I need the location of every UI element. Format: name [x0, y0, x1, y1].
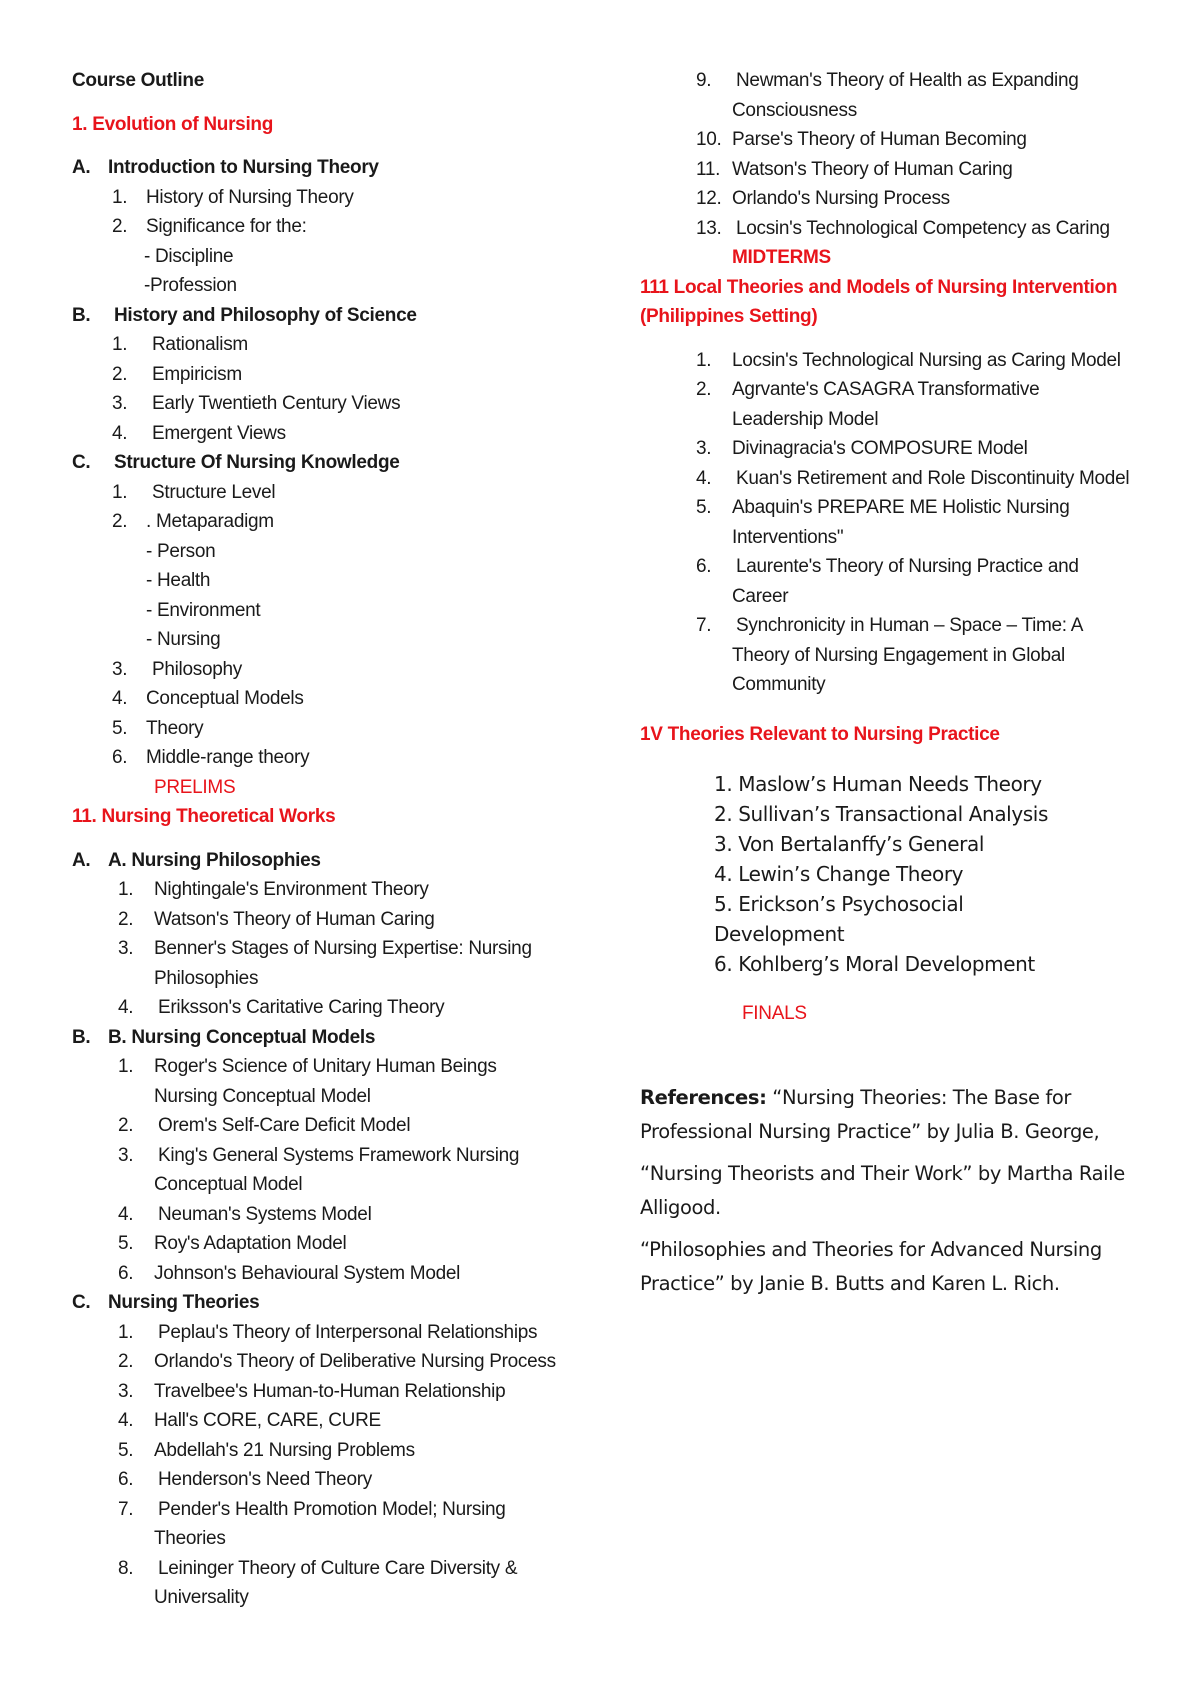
list-item: 1. Structure Level	[112, 481, 276, 503]
list-item: 2. Significance for the:	[112, 216, 307, 237]
list-item: 4. Conceptual Models	[112, 688, 304, 709]
list-item: 8. Leininger Theory of Culture Care Diversity &	[118, 1557, 518, 1579]
list-item: 4. Emergent Views	[112, 422, 286, 444]
list-item: 3. Divinagracia's COMPOSURE Model	[696, 438, 1028, 459]
list-item: 5. Roy's Adaptation Model	[118, 1233, 347, 1254]
right-column	[640, 66, 1160, 1301]
list-item: 3. Benner's Stages of Nursing Expertise: Nursing	[118, 938, 532, 959]
list-item: 2. Watson's Theory of Human Caring	[118, 908, 435, 930]
list-item: - Person	[146, 540, 216, 562]
list-item: - Nursing	[146, 629, 221, 650]
list-item: Theories	[154, 1528, 226, 1549]
list-item: -Profession	[144, 275, 237, 296]
section-2-title: 11. Nursing Theoretical Works	[72, 806, 336, 827]
term-label-midterms: MIDTERMS	[732, 247, 831, 268]
list-item: 1. Roger's Science of Unitary Human Beings	[118, 1056, 497, 1077]
list-item: 2. Orlando's Theory of Deliberative Nursing Process	[118, 1351, 556, 1372]
list-item: 3. Von Bertalanffy’s General	[714, 832, 984, 856]
list-item: 3. Travelbee's Human-to-Human Relationship	[118, 1380, 506, 1402]
list-item: 2. . Metaparadigm	[112, 511, 274, 532]
list-item: 1. Peplau's Theory of Interpersonal Relationships	[118, 1321, 538, 1343]
list-item: 4. Eriksson's Caritative Caring Theory	[118, 997, 445, 1018]
list-item: 4. Lewin’s Change Theory	[714, 862, 964, 886]
list-item: 7. Synchronicity in Human – Space – Time: A	[696, 615, 1084, 636]
section-1b-heading: B. History and Philosophy of Science	[72, 304, 417, 326]
section-4-title: 1V Theories Relevant to Nursing Practice	[640, 723, 1000, 745]
list-item: 3. Philosophy	[112, 658, 242, 680]
section-3-title: 111 Local Theories and Models of Nursing Intervention	[640, 276, 1118, 298]
list-item: 1. History of Nursing Theory	[112, 186, 354, 208]
term-label-prelims: PRELIMS	[154, 776, 236, 798]
reference-1: References: “Nursing Theories: The Base for Professional Nursing Practice” by Julia B. George,	[640, 1085, 1100, 1143]
list-item: Interventions"	[732, 526, 844, 548]
list-item: - Environment	[146, 599, 261, 621]
section-1-title: 1. Evolution of Nursing	[72, 113, 274, 135]
list-item: 4. Kuan's Retirement and Role Discontinuity Model	[696, 467, 1130, 489]
list-item: 2. Sullivan’s Transactional Analysis	[714, 802, 1048, 826]
list-item: Development	[714, 922, 845, 946]
list-item: Philosophies	[154, 967, 259, 989]
list-item: 2. Orem's Self-Care Deficit Model	[118, 1115, 411, 1136]
list-item: 1. Locsin's Technological Nursing as Caring Model	[696, 349, 1121, 371]
list-item: 6. Laurente's Theory of Nursing Practice and	[696, 556, 1079, 577]
list-item: 10. Parse's Theory of Human Becoming	[696, 129, 1027, 150]
list-item: 13. Locsin's Technological Competency as Caring	[696, 217, 1110, 239]
list-item: 5. Abaquin's PREPARE ME Holistic Nursing	[696, 497, 1070, 518]
list-item: Conceptual Model	[154, 1174, 303, 1195]
list-item: 2. Empiricism	[112, 363, 242, 385]
list-item: 4. Neuman's Systems Model	[118, 1203, 372, 1225]
list-item: Universality	[154, 1587, 249, 1608]
list-item: 11. Watson's Theory of Human Caring	[696, 158, 1013, 180]
section-2c-heading: C. Nursing Theories	[72, 1292, 260, 1313]
section-1c-heading: C. Structure Of Nursing Knowledge	[72, 452, 400, 473]
reference-2: “Nursing Theorists and Their Work” by Martha Raile Alligood.	[640, 1161, 1125, 1219]
list-item: 5. Abdellah's 21 Nursing Problems	[118, 1439, 415, 1461]
list-item: 2. Agrvante's CASAGRA Transformative	[696, 379, 1040, 400]
list-item: 3. Early Twentieth Century Views	[112, 393, 401, 414]
list-item: - Discipline	[144, 245, 234, 267]
list-item: 5. Erickson’s Psychosocial	[714, 892, 964, 916]
list-item: Career	[732, 585, 789, 607]
section-3-title-cont: (Philippines Setting)	[640, 306, 818, 327]
left-column	[72, 66, 632, 1613]
list-item: 5. Theory	[112, 717, 204, 739]
course-outline-title: Course Outline	[72, 70, 204, 91]
list-item: Theory of Nursing Engagement in Global	[732, 644, 1065, 666]
term-label-finals: FINALS	[742, 1003, 807, 1024]
reference-3: “Philosophies and Theories for Advanced Nursing Practice” by Janie B. Butts and Karen L. Rich.	[640, 1237, 1102, 1295]
list-item: 1. Maslow’s Human Needs Theory	[714, 772, 1042, 796]
list-item: Nursing Conceptual Model	[154, 1085, 371, 1107]
list-item: Consciousness	[732, 99, 857, 121]
section-2b-heading: B. B. Nursing Conceptual Models	[72, 1026, 376, 1048]
list-item: Community	[732, 674, 826, 695]
list-item: 6. Middle-range theory	[112, 747, 310, 768]
section-1a-heading: A. Introduction to Nursing Theory	[72, 157, 379, 178]
list-item: 9. Newman's Theory of Health as Expanding	[696, 70, 1079, 91]
section-2a-heading: A. A. Nursing Philosophies	[72, 849, 321, 871]
list-item: 1. Rationalism	[112, 334, 248, 355]
list-item: 3. King's General Systems Framework Nursing	[118, 1144, 520, 1166]
list-item: 4. Hall's CORE, CARE, CURE	[118, 1410, 381, 1431]
list-item: 7. Pender's Health Promotion Model; Nursing	[118, 1498, 506, 1520]
list-item: 6. Henderson's Need Theory	[118, 1469, 372, 1490]
list-item: Leadership Model	[732, 408, 879, 430]
list-item: 12. Orlando's Nursing Process	[696, 188, 950, 209]
list-item: 1. Nightingale's Environment Theory	[118, 879, 429, 900]
list-item: - Health	[146, 570, 211, 591]
list-item: 6. Kohlberg’s Moral Development	[714, 952, 1035, 976]
list-item: 6. Johnson's Behavioural System Model	[118, 1262, 461, 1284]
